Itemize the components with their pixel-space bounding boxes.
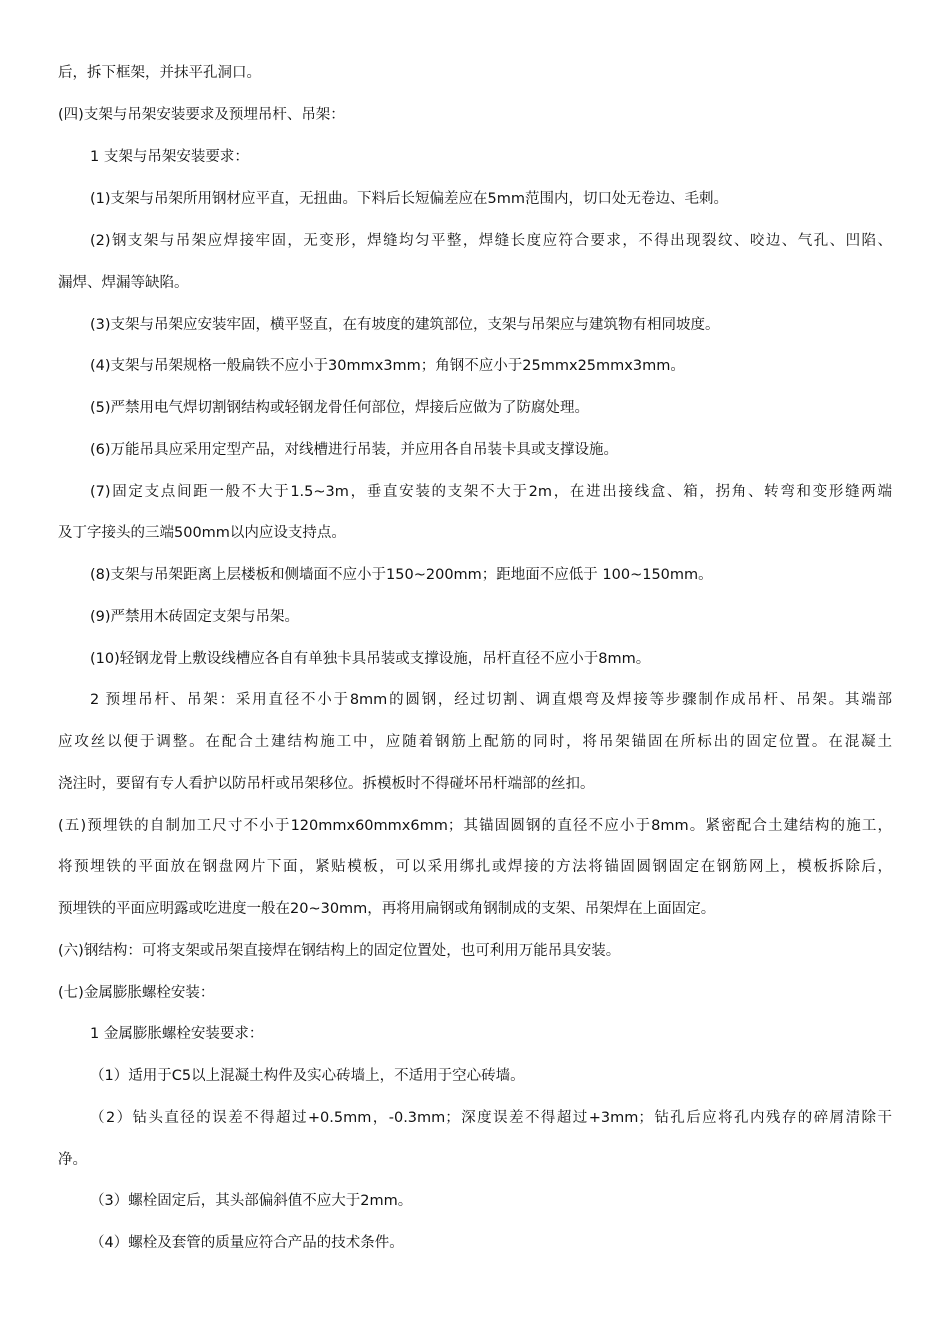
list-item: (4)支架与吊架规格一般扁铁不应小于30mmx3mm；角钢不应小于25mmx25mmx3mm。 [90,358,685,374]
paragraph-line: 浇注时，要留有专人看护以防吊杆或吊架移位。拆模板时不得碰坏吊杆端部的丝扣。 [58,776,595,792]
section-heading: (六)钢结构：可将支架或吊架直接焊在钢结构上的固定位置处，也可利用万能吊具安装。 [58,943,621,959]
subsection-heading: 1 金属膨胀螺栓安装要求： [90,1026,264,1042]
list-item: (2)钢支架与吊架应焊接牢固，无变形，焊缝均匀平整，焊缝长度应符合要求，不得出现裂纹、咬边、气孔、凹陷、 [90,233,892,249]
list-item: (7)固定支点间距一般不大于1.5~3m，垂直安装的支架不大于2m，在进出接线盒、箱，拐角、转弯和变形缝两端 [90,484,892,500]
list-item: (6)万能吊具应采用定型产品，对线槽进行吊装，并应用各自吊装卡具或支撑设施。 [90,442,619,458]
text-line: 后，拆下框架，并抹平孔洞口。 [58,65,261,81]
paragraph-line: 2 预埋吊杆、吊架：采用直径不小于8mm的圆钢，经过切割、调直煨弯及焊接等步骤制作成吊杆、吊架。其端部 [90,692,892,708]
subsection-heading: 1 支架与吊架安装要求： [90,149,249,165]
section-heading: (四)支架与吊架安装要求及预埋吊杆、吊架： [58,107,345,123]
list-item: (9)严禁用木砖固定支架与吊架。 [90,609,300,625]
paragraph-line: 应攻丝以便于调整。在配合土建结构施工中，应随着钢筋上配筋的同时，将吊架锚固在所标出的固定位置。在混凝土 [58,734,892,750]
list-item: (3)支架与吊架应安装牢固，横平竖直，在有坡度的建筑部位，支架与吊架应与建筑物有相同坡度。 [90,317,720,333]
paragraph-line: 将预埋铁的平面放在钢盘网片下面，紧贴模板，可以采用绑扎或焊接的方法将锚固圆钢固定在钢筋网上，模板拆除后， [58,859,892,875]
paragraph-line: (五)预埋铁的自制加工尺寸不小于120mmx60mmx6mm；其锚固圆钢的直径不应小于8mm。紧密配合土建结构的施工， [58,818,892,834]
list-item: (5)严禁用电气焊切割钢结构或轻钢龙骨任何部位，焊接后应做为了防腐处理。 [90,400,590,416]
list-item: (1)支架与吊架所用钢材应平直，无扭曲。下料后长短偏差应在5mm范围内，切口处无卷边、毛刺。 [90,191,729,207]
list-item-continuation: 漏焊、焊漏等缺陷。 [58,275,189,291]
list-item: （4）螺栓及套管的质量应符合产品的技术条件。 [90,1235,404,1251]
list-item: （1）适用于C5以上混凝土构件及实心砖墙上，不适用于空心砖墙。 [90,1068,525,1084]
list-item: （3）螺栓固定后，其头部偏斜值不应大于2mm。 [90,1193,413,1209]
paragraph-line: 预埋铁的平面应明露或吃进度一般在20~30mm，再将用扁钢或角钢制成的支架、吊架焊在上面固定。 [58,901,716,917]
list-item: (10)轻钢龙骨上敷设线槽应各自有单独卡具吊装或支撑设施，吊杆直径不应小于8mm。 [90,651,651,667]
section-heading: (七)金属膨胀螺栓安装： [58,985,215,1001]
list-item-continuation: 及丁字接头的三端500mm以内应设支持点。 [58,525,346,541]
list-item: (8)支架与吊架距离上层楼板和侧墙面不应小于150~200mm；距地面不应低于 100~150mm。 [90,567,713,583]
list-item: （2）钻头直径的误差不得超过+0.5mm，-0.3mm；深度误差不得超过+3mm；钻孔后应将孔内残存的碎屑清除干 [90,1110,892,1126]
list-item-continuation: 净。 [58,1152,87,1168]
